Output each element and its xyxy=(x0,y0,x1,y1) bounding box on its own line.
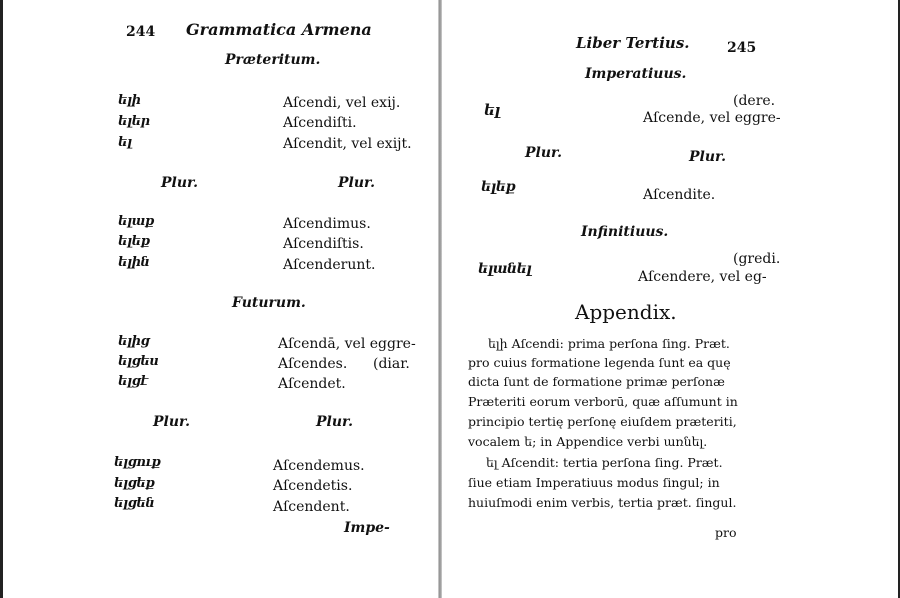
section-heading-imperativus: Imperatiuus. xyxy=(585,66,687,82)
armenian-form: ելցուք xyxy=(114,455,161,470)
armenian-form: ելանել xyxy=(478,261,532,277)
latin-gloss: Aſcendemus. xyxy=(273,458,365,474)
armenian-form: ել xyxy=(118,135,132,150)
page-number: 245 xyxy=(727,40,757,56)
armenian-form: ելցեք xyxy=(114,476,155,491)
latin-gloss: Aſcendite. xyxy=(643,187,716,203)
armenian-form: ելաք xyxy=(118,214,154,229)
armenian-form: ելեք xyxy=(481,179,516,195)
latin-gloss: Aſcendes. xyxy=(278,356,348,372)
latin-gloss: Aſcenderunt. xyxy=(283,257,376,273)
appendix-line: dicta ſunt de formatione primæ perſonæ xyxy=(468,374,725,389)
line-continuation: (dere. xyxy=(733,93,776,109)
latin-gloss: Aſcendi, vel exij. xyxy=(283,95,401,111)
running-head: Grammatica Armena xyxy=(186,20,372,39)
latin-gloss: Aſcendiſti. xyxy=(283,115,357,131)
plural-label: Plur. xyxy=(525,145,562,161)
latin-gloss: Aſcendet. xyxy=(278,376,346,392)
appendix-title: Appendix. xyxy=(575,300,677,324)
appendix-line: principio tertię perſonę eiuſdem præteriti, xyxy=(468,414,737,429)
plural-label: Plur. xyxy=(316,414,353,430)
appendix-line: ել Aſcendit: tertia perſona ſing. Præt. xyxy=(486,455,723,470)
armenian-form: ելին xyxy=(118,255,150,270)
plural-label: Plur. xyxy=(338,175,375,191)
latin-gloss: Aſcendā, vel eggre- xyxy=(278,336,416,352)
armenian-form: ելցէ xyxy=(118,374,148,389)
appendix-line: ելի Aſcendi: prima perſona ſing. Præt. xyxy=(488,336,730,351)
appendix-line: ſiue etiam Imperatiuus modus ſingul; in xyxy=(468,475,720,490)
latin-gloss: Aſcende, vel eggre- xyxy=(643,110,781,126)
line-continuation: (gredi. xyxy=(733,251,781,267)
running-head: Liber Tertius. xyxy=(576,34,690,52)
page-number: 244 xyxy=(126,24,156,40)
line-continuation: (diar. xyxy=(373,356,410,372)
catchword: pro xyxy=(715,525,737,540)
latin-gloss: Aſcendent. xyxy=(273,499,350,515)
section-heading-praeteritum: Præteritum. xyxy=(225,52,321,68)
page-245 xyxy=(441,0,900,598)
armenian-form: ելեք xyxy=(118,234,150,249)
latin-gloss: Aſcendit, vel exijt. xyxy=(283,136,412,152)
latin-gloss: Aſcendetis. xyxy=(273,478,353,494)
catchword: Impe- xyxy=(344,520,390,536)
armenian-form: ել xyxy=(484,101,500,119)
section-heading-futurum: Futurum. xyxy=(232,295,306,311)
armenian-form: ելի xyxy=(118,93,141,108)
page-244 xyxy=(0,0,440,598)
plural-label: Plur. xyxy=(689,149,726,165)
armenian-form: ելից xyxy=(118,334,150,349)
plural-label: Plur. xyxy=(161,175,198,191)
plural-label: Plur. xyxy=(153,414,190,430)
armenian-form: ելցես xyxy=(118,354,159,369)
latin-gloss: Aſcendere, vel eg- xyxy=(638,269,767,285)
section-heading-infinitivus: Infinitiuus. xyxy=(581,224,669,240)
armenian-form: ելցեն xyxy=(114,496,155,511)
appendix-line: Præteriti eorum verborū, quæ aſſumunt in xyxy=(468,394,738,409)
appendix-line: vocalem ե; in Appendice verbi առնել. xyxy=(468,434,708,449)
appendix-line: pro cuius formatione legenda ſunt ea quę xyxy=(468,355,731,370)
appendix-line: huiuſmodi enim verbis, tertia præt. ſingul. xyxy=(468,495,737,510)
armenian-form: ելեր xyxy=(118,114,150,129)
latin-gloss: Aſcendiſtis. xyxy=(283,236,364,252)
latin-gloss: Aſcendimus. xyxy=(283,216,371,232)
